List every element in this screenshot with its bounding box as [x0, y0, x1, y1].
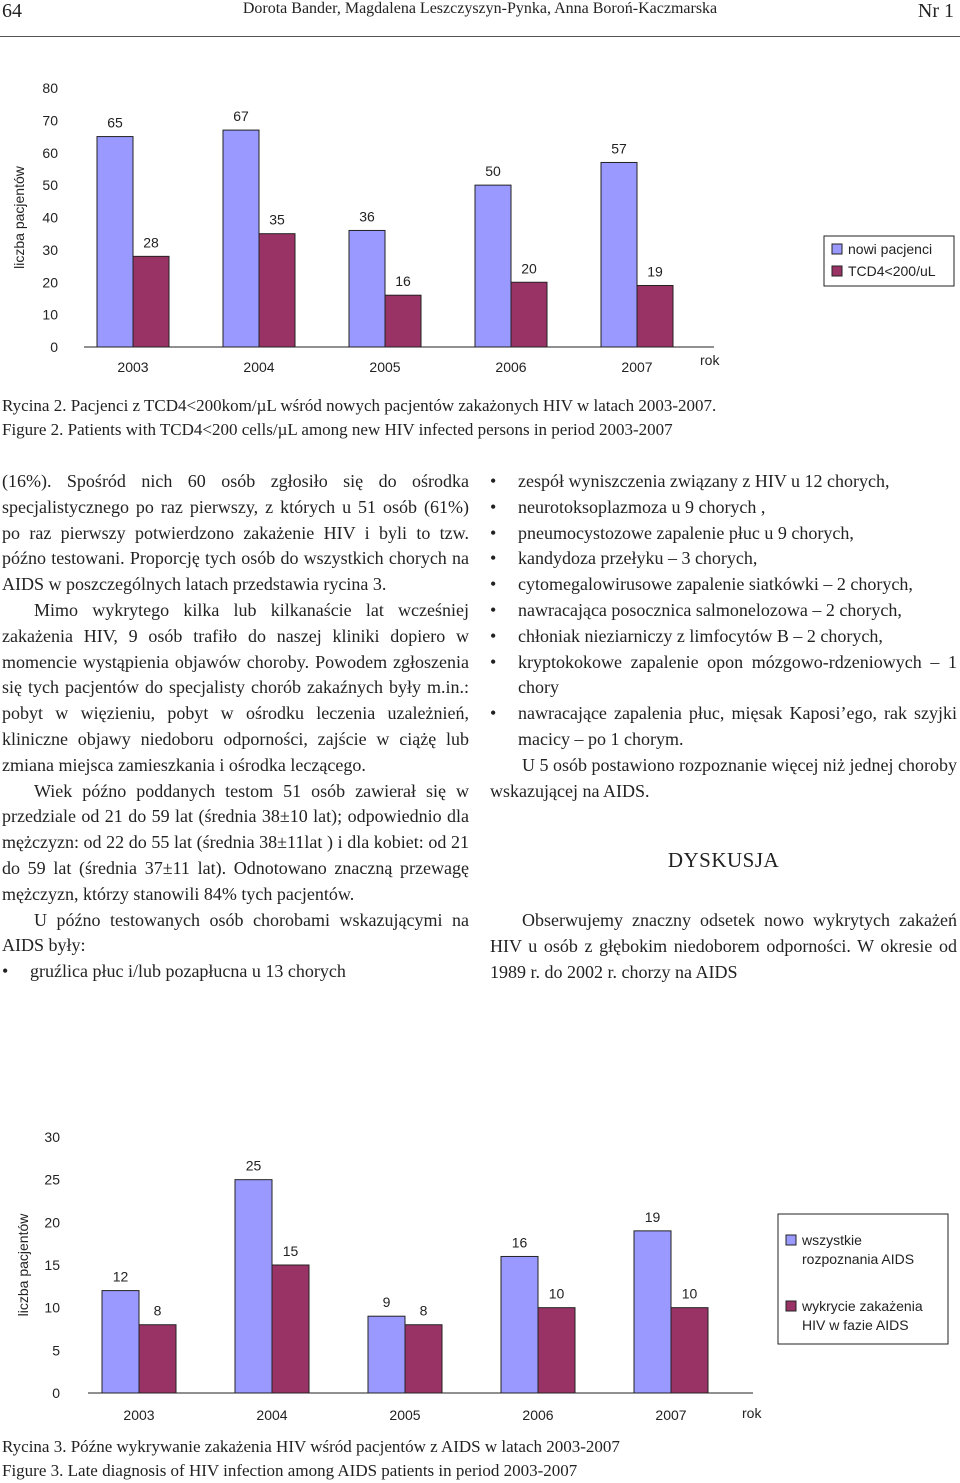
- data-label: 19: [647, 263, 663, 280]
- paragraph: U późno testowanych osób chorobami wskazującymi na AIDS były:: [2, 909, 469, 956]
- bullet-item: • chłoniak nieziarniczy z limfocytów B – 2 chorych,: [490, 624, 957, 650]
- bullet-item: • gruźlica płuc i/lub pozapłucna u 13 chorych: [2, 959, 469, 985]
- legend-entry-line: wszystkie: [802, 1232, 862, 1248]
- bar: [223, 130, 259, 347]
- bar: [601, 162, 637, 347]
- data-label: 8: [419, 1302, 428, 1319]
- x-tick-label: 2007: [655, 1407, 687, 1423]
- figure-3-bar-chart: [0, 1120, 960, 1440]
- issue-number: Nr 1: [917, 0, 954, 22]
- data-label: 10: [548, 1285, 565, 1302]
- bar: [97, 137, 133, 347]
- header-rule: [0, 36, 960, 37]
- bar: [511, 282, 547, 347]
- y-tick-label: 10: [42, 306, 58, 323]
- page-number: 64: [2, 0, 22, 22]
- data-label: 16: [511, 1234, 528, 1251]
- x-tick-label: 2003: [117, 359, 149, 375]
- bar: [368, 1316, 405, 1393]
- data-label: 20: [521, 260, 537, 277]
- discussion-paragraphs: [490, 908, 957, 985]
- figure-3-caption: [2, 1435, 952, 1483]
- bar: [259, 234, 295, 347]
- x-tick-label: 2004: [256, 1407, 288, 1423]
- x-tick-label: 2006: [522, 1407, 554, 1423]
- bar: [272, 1265, 309, 1393]
- figure-2-bar-chart: [0, 70, 960, 390]
- paragraph: Obserwujemy znaczny odsetek nowo wykrytych zakażeń HIV u osób z głębokim niedoborem odporności. W okresie od 1989 r. do 2002 r. chorzy na AIDS: [490, 910, 957, 982]
- figure-3-caption-pl: Rycina 3. Późne wykrywanie zakażenia HIV wśród pacjentów z AIDS w latach 2003-2007: [2, 1437, 620, 1456]
- legend-swatch: [832, 244, 842, 254]
- data-label: 65: [107, 114, 123, 131]
- bar: [637, 285, 673, 347]
- body-column-right: [490, 469, 957, 986]
- bar: [405, 1325, 442, 1393]
- running-head-authors: Dorota Bander, Magdalena Leszczyszyn-Pynka, Anna Boroń-Kaczmarska: [242, 0, 718, 17]
- data-label: 9: [382, 1294, 391, 1311]
- bullet-item: • zespół wyniszczenia związany z HIV u 12 chorych,: [490, 469, 957, 495]
- y-tick-label: 30: [44, 1129, 60, 1145]
- section-heading-dyskusja: DYSKUSJA: [667, 848, 780, 873]
- y-tick-label: 20: [42, 274, 58, 291]
- legend-entry-line: HIV w fazie AIDS: [802, 1317, 909, 1333]
- bullet-item: • cytomegalowirusowe zapalenie siatkówki – 2 chorych,: [490, 572, 957, 598]
- left-bullet-list: [2, 959, 469, 985]
- right-paragraphs: [490, 753, 957, 805]
- bullet-item: • kandydoza przełyku – 3 chorych,: [490, 546, 957, 572]
- bullet-item: • pneumocystozowe zapalenie płuc u 9 chorych,: [490, 521, 957, 547]
- data-label: 25: [245, 1157, 262, 1174]
- data-label: 8: [153, 1302, 162, 1319]
- left-paragraphs: [2, 469, 469, 959]
- x-tick-label: 2004: [243, 359, 275, 375]
- y-axis-label: liczba pacjentów: [11, 166, 27, 269]
- paragraph: Wiek późno poddanych testom 51 osób zawierał się w przedziale od 21 do 59 lat (średnia 38±10 lat); odpowiednio dla mężczyzn: od 22 do 55 lat (średnia 38±11lat ) i dla kobiet: od 21 do 59 lat (średnia 37±11 lat). Odnotowano znaczną przewagę mężczyzn, którzy stanowili 84% tych pacjentów.: [2, 780, 469, 904]
- bar: [538, 1308, 575, 1393]
- bar: [349, 230, 385, 347]
- x-tick-label: 2007: [621, 359, 653, 375]
- body-column-left: [2, 469, 469, 985]
- y-tick-label: 40: [42, 209, 58, 226]
- bar: [102, 1291, 139, 1393]
- x-axis-label: rok: [700, 352, 720, 368]
- bar: [634, 1231, 671, 1393]
- legend-swatch: [786, 1235, 796, 1245]
- bar: [133, 256, 169, 347]
- data-label: 10: [681, 1285, 698, 1302]
- bullet-item: • kryptokokowe zapalenie opon mózgowo-rdzeniowych – 1 chory: [490, 650, 957, 702]
- legend-entry: nowi pacjenci: [848, 241, 933, 257]
- bullet-item: • neurotoksoplazmoza u 9 chorych ,: [490, 495, 957, 521]
- x-tick-label: 2006: [495, 359, 527, 375]
- bar: [671, 1308, 708, 1393]
- data-label: 67: [233, 108, 249, 125]
- y-tick-label: 0: [52, 1385, 60, 1401]
- y-tick-label: 15: [44, 1257, 60, 1273]
- x-tick-label: 2005: [389, 1407, 421, 1423]
- legend-entry-line: wykrycie zakażenia: [802, 1298, 923, 1314]
- figure-2-caption-en: Figure 2. Patients with TCD4<200 cells/µL among new HIV infected persons in period 2003-2007: [2, 420, 673, 439]
- aids-indicator-diseases-list: [490, 469, 957, 753]
- bar: [385, 295, 421, 347]
- paragraph: Mimo wykrytego kilka lub kilkanaście lat wcześniej zakażenia HIV, 9 osób trafiło do naszej kliniki dopiero w momencie wystąpienia objawów choroby. Powodem zgłoszenia się tych pacjentów do specjalisty chorób zakaźnych były m.in.: pobyt w więzieniu, pobyt w ośrodku leczenia uzależnień, kliniczne objawy niedoboru odporności, zajście w ciążę lub zmiana miejsca zamieszkania i ośrodka leczącego.: [2, 599, 469, 775]
- y-tick-label: 50: [42, 177, 58, 194]
- bar: [501, 1256, 538, 1393]
- bar: [235, 1180, 272, 1393]
- bar: [139, 1325, 176, 1393]
- y-tick-label: 10: [44, 1299, 60, 1316]
- data-label: 35: [269, 211, 285, 228]
- data-label: 15: [282, 1243, 299, 1259]
- y-tick-label: 70: [42, 112, 58, 129]
- page-header: [0, 0, 960, 40]
- figure-2-caption: [2, 394, 952, 442]
- data-label: 57: [611, 140, 627, 157]
- paragraph: (16%). Spośród nich 60 osób zgłosiło się do ośrodka specjalistycznego po raz pierwszy, z których u 51 osób (61%) po raz pierwszy potwierdzono zakażenie HIV i byli to tzw. późno testowani. Proporcję tych osób do wszystkich chorych na AIDS w poszczególnych latach przedstawia rycina 3.: [2, 471, 469, 595]
- legend-entry: TCD4<200/uL: [848, 263, 936, 279]
- data-label: 36: [359, 208, 375, 225]
- y-tick-label: 20: [44, 1214, 60, 1231]
- paragraph: U 5 osób postawiono rozpoznanie więcej niż jednej choroby wskazującej na AIDS.: [490, 754, 957, 801]
- y-tick-label: 60: [42, 144, 58, 161]
- x-tick-label: 2005: [369, 359, 401, 375]
- x-tick-label: 2003: [123, 1407, 155, 1423]
- legend-swatch: [786, 1301, 796, 1311]
- y-tick-label: 80: [42, 80, 58, 96]
- y-tick-label: 0: [50, 339, 58, 355]
- y-axis-label: liczba pacjentów: [15, 1213, 31, 1317]
- figure-2-caption-pl: Rycina 2. Pacjenci z TCD4<200kom/µL wśród nowych pacjentów zakażonych HIV w latach 2003-2007.: [2, 396, 717, 415]
- legend-entry-line: rozpoznania AIDS: [802, 1251, 915, 1267]
- bar: [475, 185, 511, 347]
- data-label: 50: [485, 163, 501, 180]
- y-tick-label: 25: [44, 1171, 60, 1188]
- y-tick-label: 5: [52, 1342, 60, 1359]
- x-axis-label: rok: [742, 1405, 762, 1421]
- data-label: 28: [143, 234, 159, 251]
- legend-swatch: [832, 266, 842, 276]
- figure-3-caption-en: Figure 3. Late diagnosis of HIV infection among AIDS patients in period 2003-2007: [2, 1461, 578, 1480]
- y-tick-label: 30: [42, 241, 58, 258]
- data-label: 12: [112, 1268, 129, 1285]
- bullet-item: • nawracająca posocznica salmonelozowa – 2 chorych,: [490, 598, 957, 624]
- data-label: 19: [644, 1208, 661, 1225]
- bullet-item: • nawracające zapalenia płuc, mięsak Kaposi’ego, rak szyjki macicy – po 1 chorym.: [490, 701, 957, 753]
- data-label: 16: [395, 273, 411, 290]
